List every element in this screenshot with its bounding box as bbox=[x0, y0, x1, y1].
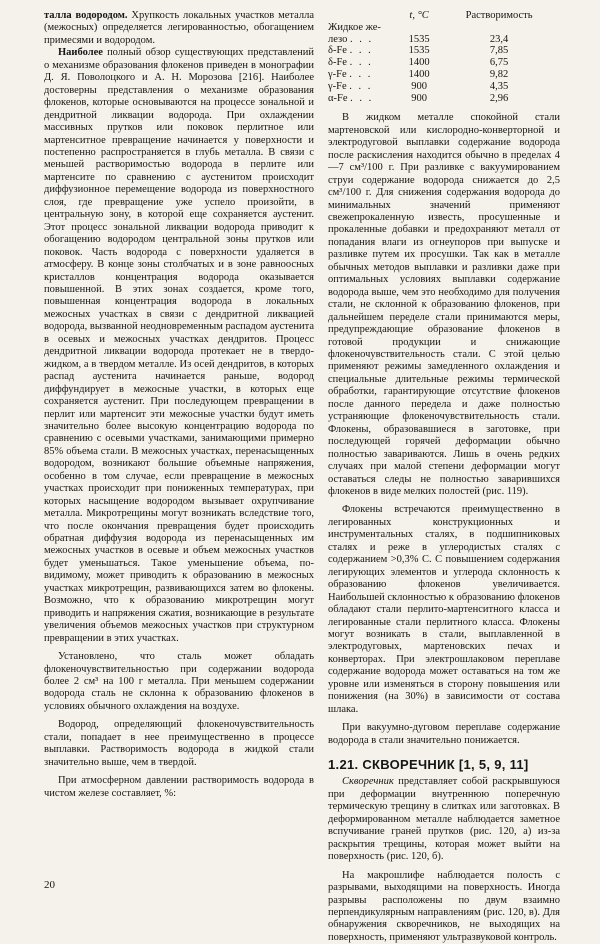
paragraph-liquid-metal-hydrogen: В жидком металле спокойной стали мартеновской или кислородно-конверторной и электродуговой выплавки содержание водорода после раскисления находится обычно в пределах 4—7 см³/100 г. При разливке с вакуумированием струи содержание водорода снижается до 2,5 см³/100 г. Для снижения содержания водорода до минимальных значений применяют свежепрокаленную известь, просушенные и прокаленные добавки и предохраняют металл от попадания влаги из огнеупоров при выпуске и разливке путем их просушки. Так как в металле обычных методов выплавки и разливки даже при оптимальных условиях выплавки содержание водорода выше, чем это необходимо для получения стали, не склонной к образованию флокенов, при дальнейшем переделе стали принимаются меры, предупреждающие образование флокенов в готовой продукции и снижающие флокеночувствительность стали. С этой целью применяют режимы замедленного охлаждения и специальные длительные режимы термической обработки, гарантирующие отсутствие флокенов после данного передела и даже полностью устраняющие флокеночувствительность стали. Флокены, образовавшиеся в заготовке, при последующей горячей деформации обычно полностью завариваются. Лишь в очень редких случаях при малой степени деформации могут оставаться следы не полностью заварившихся флокенов в виде мелких полостей (рис. 119). bbox=[328, 112, 560, 497]
cell-solubility: 2,96 bbox=[489, 92, 509, 104]
cell-metal: δ-Fe . . . bbox=[328, 45, 373, 57]
cell-temperature: 1535 bbox=[408, 45, 430, 57]
cell-temperature: 900 bbox=[411, 92, 427, 104]
paragraph-lead: талла водородом. bbox=[44, 10, 128, 21]
paragraph-text: представляет собой раскрывшуюся при деформации внутреннюю поперечную термическую трещину в слитках или заготовках. В деформированном металле наблюдается заметное вспучивание граней прутков (рис. 120, а) из-за раскрытия трещины, которая может выйти на поверхность (рис. 120, б). bbox=[328, 776, 560, 863]
table-row bbox=[328, 57, 560, 69]
section-title: 1.21. СКВОРЕЧНИК [1, 5, 9, 11] bbox=[328, 757, 529, 773]
paragraph-text: Хрупкость локальных участков металла (межосных) определяется легированностью, обогащением примесями и водородом. bbox=[44, 10, 314, 46]
paragraph-hydrogen-brittleness bbox=[44, 10, 314, 47]
paragraph-vacuum-remelting: При вакуумно-дуговом переплаве содержание водорода в стали значительно понижается. bbox=[328, 722, 560, 746]
cell-metal: Жидкое же- bbox=[328, 21, 381, 33]
paragraph-macrosection: На макрошлифе наблюдается полость с разрывами, выходящими на поверхность. Иногда разрывы расположены по двум взаимно перпендикулярным направлениям (рис. 120, в). Для обнаружения скворечников, не выходящих на поверхность, применяют ультразвуковой контроль. bbox=[328, 869, 560, 943]
paragraph-skvorechnik-definition bbox=[328, 776, 560, 863]
cell-metal: лезо . . . bbox=[328, 33, 374, 45]
header-temperature: t, °C bbox=[409, 10, 429, 21]
table-row bbox=[328, 22, 560, 34]
header-solubility: Растворимость bbox=[465, 10, 533, 21]
table-header-row bbox=[328, 10, 560, 22]
paragraph-text: полный обзор существующих представлений о механизме образования флокенов приведен в монографии Д. Я. Поволоцкого и А. Н. Морозова [216]. Наиболее достоверны представления о механизме образования флокенов, которые основываются на процессе зональной и дендритной ликвации водорода. При охлаждении массивных прутков или поковок перлитное или мартенситное превращение начинается у поверхности и постепенно распространяется в глубь металла. В связи с меньшей растворимостью водорода в перлите или мартенсите по сравнению с аустенитом происходит диффузионное перемещение водорода из поверхностного слоя, где превращение уже успело произойти, в центральную зону, в которой еще сохраняется аустенит. Этот процесс зональной ликвации водорода приводит к обогащению водородом центральной зоны прутков или поковок. Часть водорода с поверхности удаляется в атмосферу. В конце зоны столбчатых и в зоне равноосных кристаллов концентрация водорода оказывается повышенной. В этих зонах создается, кроме того, повышенная концентрация водорода в локальных межосных участках в связи с дендритной ликвацией водорода, вызванной неодновременным распадом аустенита в осевых и межосных участках дендритов. Процесс дендритной ликвации водорода протекает не в твердо-жидком, а в твердом металле. Из осей дендритов, в которых распад аустенита начинается раньше, водород диффундирует в межосные участки, в которых еще сохраняется аустенит. При последующем превращении в перлит или мартенсит эти межосные участки будут иметь значительно более высокую концентрацию водорода по сравнению с осевыми участками, занимающими примерно 85% объема стали. В межосных участках, перенасыщенных водородом, возникают большие объемные напряжения, особенно в том случае, если превращение в межосных участках происходит при пониженных температурах, при которых насыщение водородом вызывает охрупчивание металла. Микротрещины могут возникать вследствие того, что после окончания превращения будет происходить обратная диффузия водорода из перенасыщенных им межосных участков в осевые и объем межосных участков будет уменьшаться. Такое уменьшение объема, по-видимому, может приводить к образованию в межосных участках микротрещин, развивающихся затем во флокены. Возможно, что к образованию микротрещин могут приводить и напряжения сжатия, возникающие в результате увеличения объемов межосных участков при структурном превращении в этих участках. bbox=[44, 47, 314, 644]
cell-solubility bbox=[438, 22, 560, 34]
cell-solubility: 9,82 bbox=[489, 68, 509, 80]
cell-temperature bbox=[400, 22, 438, 34]
defined-term: Скворечник bbox=[342, 776, 394, 788]
cell-metal: γ-Fe . . . bbox=[328, 68, 373, 80]
table-row bbox=[328, 34, 560, 46]
cell-solubility: 7,85 bbox=[489, 45, 509, 57]
page-number: 20 bbox=[44, 879, 55, 891]
paragraph-flake-mechanism bbox=[44, 47, 314, 645]
header-metal bbox=[328, 10, 400, 22]
cell-temperature: 1400 bbox=[408, 57, 430, 69]
cell-temperature: 1400 bbox=[408, 68, 430, 80]
paragraph-hydrogen-source: Водород, определяющий флокеночувствительность стали, попадает в нее преимущественно в процессе выплавки. Растворимость водорода в жидкой стали значительно выше, чем в твердой. bbox=[44, 719, 314, 768]
table-row bbox=[328, 45, 560, 57]
paragraph-lead: Наиболее bbox=[58, 47, 103, 59]
paragraph-solubility-intro: При атмосферном давлении растворимость водорода в чистом железе составляет, %: bbox=[44, 775, 314, 799]
table-row bbox=[328, 81, 560, 93]
cell-solubility: 6,75 bbox=[489, 57, 509, 69]
cell-temperature: 1535 bbox=[408, 33, 430, 45]
cell-metal: γ-Fe . . . bbox=[328, 80, 373, 92]
solubility-table bbox=[328, 10, 560, 104]
cell-metal: δ-Fe . . . bbox=[328, 57, 373, 69]
cell-metal: α-Fe . . . bbox=[328, 92, 374, 104]
left-column bbox=[44, 10, 314, 800]
paragraph-flake-steels: Флокены встречаются преимущественно в легированных конструкционных и инструментальных сталях, в подшипниковых сталях и реже в углеродистых сталях с содержанием >0,3% С. С повышением содержания легирующих элементов и углерода склонность к образованию флокенов увеличивается. Наибольшей склонностью к образованию флокенов обладают стали перлито-мартенситного класса и легированные стали перлитного класса. Флокены могут возникать в стали, выплавленной в электродуговых, мартеновских печах и конверторах. При электрошлаковом переплаве содержание водорода может оставаться на том же уровне или изменяться в сторону повышения или понижения (на 30%) в зависимости от состава шлака. bbox=[328, 504, 560, 715]
paragraph-flake-sensitivity: Установлено, что сталь может обладать флокеночувствительностью при содержании водорода более 2 см³ на 100 г металла. При меньшем содержании водорода сталь не склонна к образованию флокенов в условиях обычного охлаждения на воздухе. bbox=[44, 651, 314, 712]
cell-solubility: 4,35 bbox=[489, 80, 509, 92]
right-column bbox=[328, 10, 560, 944]
table-row bbox=[328, 69, 560, 81]
table-row bbox=[328, 93, 560, 105]
cell-solubility: 23,4 bbox=[489, 33, 509, 45]
cell-temperature: 900 bbox=[411, 80, 427, 92]
